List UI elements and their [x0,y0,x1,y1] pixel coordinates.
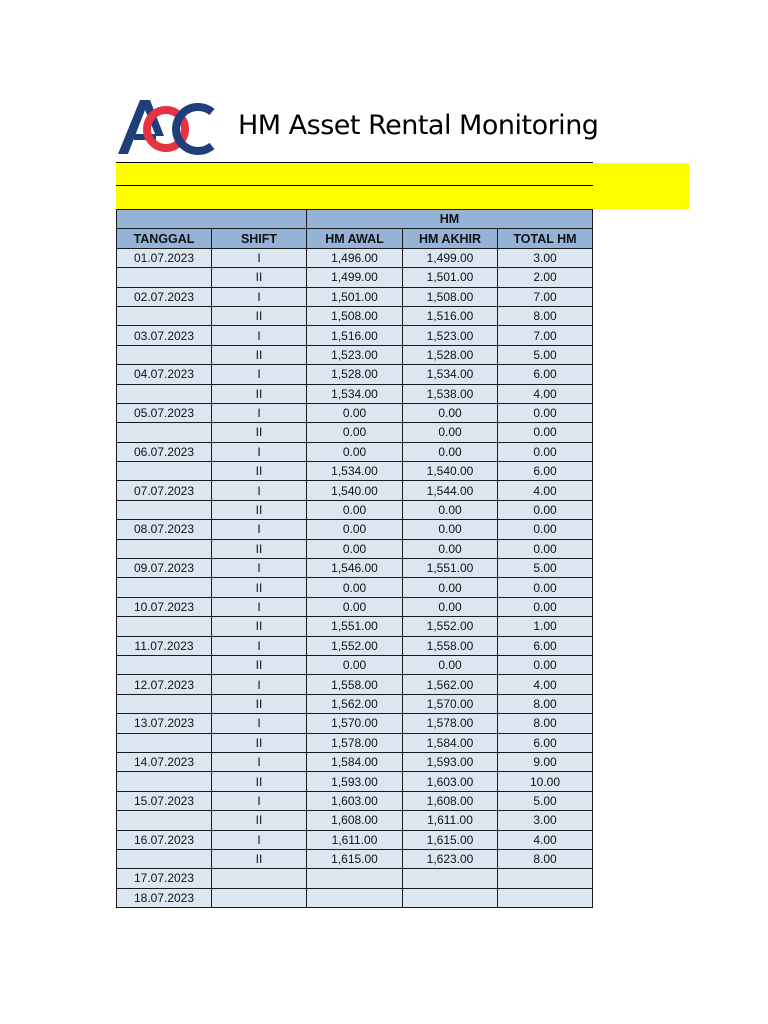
cell-hm-akhir: 1,578.00 [403,714,498,733]
table-row [117,423,593,442]
cell-hm-awal: 1,551.00 [307,617,403,636]
cell-hm-awal: 1,562.00 [307,694,403,713]
cell-hm-awal: 1,523.00 [307,345,403,364]
table-row [117,462,593,481]
cell-tanggal: 11.07.2023 [117,636,212,655]
cell-shift: II [212,539,307,558]
cell-hm-akhir: 1,552.00 [403,617,498,636]
cell-hm-awal: 1,552.00 [307,636,403,655]
table-row [117,694,593,713]
table-row [117,791,593,810]
cell-tanggal: 09.07.2023 [117,559,212,578]
cell-total-hm: 9.00 [498,752,593,771]
cell-shift: I [212,442,307,461]
cell-total-hm: 0.00 [498,578,593,597]
cell-shift [212,888,307,907]
cell-total-hm [498,869,593,888]
cell-shift: I [212,326,307,345]
cell-hm-awal: 1,593.00 [307,772,403,791]
page-title: HM Asset Rental Monitoring [238,110,599,141]
cell-shift: II [212,384,307,403]
cell-tanggal [117,655,212,674]
cell-total-hm: 4.00 [498,675,593,694]
cell-total-hm: 7.00 [498,287,593,306]
table-row [117,520,593,539]
table-row [117,869,593,888]
cell-total-hm: 4.00 [498,481,593,500]
cell-hm-akhir: 0.00 [403,578,498,597]
cell-total-hm: 4.00 [498,384,593,403]
cell-hm-akhir: 1,528.00 [403,345,498,364]
cell-shift: I [212,365,307,384]
cell-hm-akhir [403,869,498,888]
cell-hm-awal: 1,534.00 [307,384,403,403]
cell-tanggal: 16.07.2023 [117,830,212,849]
cell-total-hm: 0.00 [498,539,593,558]
cell-total-hm: 5.00 [498,791,593,810]
cell-total-hm: 10.00 [498,772,593,791]
cell-shift: I [212,714,307,733]
table-body [117,248,593,907]
cell-shift: I [212,559,307,578]
cell-hm-akhir: 0.00 [403,539,498,558]
cell-hm-awal: 0.00 [307,520,403,539]
cell-hm-awal: 1,546.00 [307,559,403,578]
cell-hm-awal: 0.00 [307,597,403,616]
group-header-hm: HM [307,210,593,229]
cell-tanggal [117,694,212,713]
cell-hm-akhir: 1,538.00 [403,384,498,403]
cell-tanggal: 06.07.2023 [117,442,212,461]
cell-hm-akhir: 0.00 [403,403,498,422]
cell-shift: II [212,811,307,830]
cell-hm-akhir: 0.00 [403,520,498,539]
cell-total-hm [498,888,593,907]
cell-hm-akhir: 1,593.00 [403,752,498,771]
cell-tanggal [117,500,212,519]
cell-hm-akhir: 1,523.00 [403,326,498,345]
cell-total-hm: 8.00 [498,714,593,733]
cell-shift: I [212,520,307,539]
table-row [117,752,593,771]
cell-total-hm: 0.00 [498,500,593,519]
cell-tanggal: 05.07.2023 [117,403,212,422]
cell-hm-awal: 0.00 [307,500,403,519]
table-row [117,655,593,674]
table-row [117,306,593,325]
cell-hm-awal: 0.00 [307,539,403,558]
cell-total-hm: 2.00 [498,268,593,287]
cell-shift: I [212,791,307,810]
cell-tanggal [117,811,212,830]
cell-total-hm: 5.00 [498,559,593,578]
cell-hm-akhir: 0.00 [403,655,498,674]
column-header-hm-awal: HM AWAL [307,229,403,248]
table-row [117,365,593,384]
table-row [117,384,593,403]
cell-tanggal: 04.07.2023 [117,365,212,384]
table-row [117,849,593,868]
cell-tanggal: 10.07.2023 [117,597,212,616]
cell-total-hm: 6.00 [498,636,593,655]
cell-tanggal [117,268,212,287]
table-row [117,714,593,733]
cell-shift: II [212,268,307,287]
cell-tanggal: 01.07.2023 [117,248,212,267]
cell-tanggal [117,462,212,481]
cell-shift: I [212,248,307,267]
aoc-logo [116,98,216,156]
cell-hm-akhir: 0.00 [403,423,498,442]
column-header-hm-akhir: HM AKHIR [403,229,498,248]
cell-hm-awal: 1,570.00 [307,714,403,733]
cell-hm-awal: 1,528.00 [307,365,403,384]
cell-hm-akhir [403,888,498,907]
cell-shift: I [212,830,307,849]
cell-tanggal: 12.07.2023 [117,675,212,694]
cell-shift: II [212,694,307,713]
cell-tanggal: 13.07.2023 [117,714,212,733]
cell-hm-awal: 0.00 [307,578,403,597]
cell-tanggal [117,578,212,597]
cell-hm-akhir: 1,534.00 [403,365,498,384]
cell-hm-akhir: 1,615.00 [403,830,498,849]
cell-hm-awal: 1,558.00 [307,675,403,694]
cell-tanggal [117,849,212,868]
cell-hm-awal: 1,540.00 [307,481,403,500]
table-row [117,888,593,907]
cell-tanggal: 18.07.2023 [117,888,212,907]
cell-total-hm: 3.00 [498,248,593,267]
table-row [117,578,593,597]
cell-hm-awal: 1,584.00 [307,752,403,771]
column-header-tanggal: TANGGAL [117,229,212,248]
cell-hm-awal: 1,534.00 [307,462,403,481]
cell-shift: I [212,287,307,306]
cell-hm-awal: 0.00 [307,403,403,422]
cell-shift: II [212,500,307,519]
cell-shift: II [212,306,307,325]
table-row [117,481,593,500]
table-row [117,345,593,364]
cell-total-hm: 6.00 [498,462,593,481]
group-header-row [117,210,593,229]
cell-shift: I [212,481,307,500]
cell-tanggal [117,345,212,364]
cell-total-hm: 8.00 [498,694,593,713]
cell-shift: II [212,578,307,597]
table-row [117,617,593,636]
cell-total-hm: 0.00 [498,520,593,539]
cell-shift: II [212,655,307,674]
cell-tanggal: 03.07.2023 [117,326,212,345]
hm-table [116,209,593,908]
cell-hm-akhir: 1,508.00 [403,287,498,306]
table-row [117,287,593,306]
table-row [117,733,593,752]
cell-hm-awal: 1,508.00 [307,306,403,325]
cell-hm-awal: 1,611.00 [307,830,403,849]
cell-total-hm: 8.00 [498,306,593,325]
cell-shift [212,869,307,888]
cell-hm-akhir: 0.00 [403,442,498,461]
cell-hm-akhir: 1,540.00 [403,462,498,481]
cell-tanggal [117,384,212,403]
cell-hm-akhir: 1,544.00 [403,481,498,500]
cell-hm-akhir: 1,499.00 [403,248,498,267]
table-row [117,559,593,578]
cell-hm-awal: 1,615.00 [307,849,403,868]
cell-shift: I [212,752,307,771]
cell-hm-akhir: 0.00 [403,597,498,616]
cell-total-hm: 5.00 [498,345,593,364]
table-row [117,326,593,345]
table-row [117,811,593,830]
table-row [117,675,593,694]
cell-hm-awal: 0.00 [307,655,403,674]
cell-hm-akhir: 1,611.00 [403,811,498,830]
cell-hm-akhir: 1,603.00 [403,772,498,791]
table-row [117,772,593,791]
column-header-total-hm: TOTAL HM [498,229,593,248]
cell-tanggal: 02.07.2023 [117,287,212,306]
cell-total-hm: 6.00 [498,365,593,384]
cell-total-hm: 0.00 [498,597,593,616]
cell-total-hm: 8.00 [498,849,593,868]
table-row [117,597,593,616]
cell-tanggal: 08.07.2023 [117,520,212,539]
cell-hm-awal: 1,501.00 [307,287,403,306]
table-row [117,268,593,287]
cell-tanggal: 15.07.2023 [117,791,212,810]
cell-hm-akhir: 1,501.00 [403,268,498,287]
table-row [117,403,593,422]
cell-shift: II [212,617,307,636]
cell-total-hm: 7.00 [498,326,593,345]
cell-shift: I [212,636,307,655]
cell-total-hm: 4.00 [498,830,593,849]
column-header-shift: SHIFT [212,229,307,248]
cell-tanggal: 17.07.2023 [117,869,212,888]
cell-total-hm: 6.00 [498,733,593,752]
table-row [117,500,593,519]
group-header-blank [117,210,307,229]
cell-shift: I [212,597,307,616]
cell-hm-awal: 1,603.00 [307,791,403,810]
cell-tanggal: 07.07.2023 [117,481,212,500]
column-header-row [117,229,593,248]
cell-hm-akhir: 1,584.00 [403,733,498,752]
cell-hm-akhir: 0.00 [403,500,498,519]
cell-hm-akhir: 1,608.00 [403,791,498,810]
cell-tanggal [117,539,212,558]
cell-total-hm: 0.00 [498,655,593,674]
cell-shift: I [212,675,307,694]
cell-hm-akhir: 1,623.00 [403,849,498,868]
cell-shift: II [212,345,307,364]
yellow-band-divider [116,185,593,186]
cell-hm-awal: 1,499.00 [307,268,403,287]
cell-hm-awal: 0.00 [307,423,403,442]
cell-shift: II [212,423,307,442]
cell-shift: II [212,849,307,868]
table-row [117,442,593,461]
cell-shift: II [212,733,307,752]
cell-hm-awal: 1,608.00 [307,811,403,830]
cell-total-hm: 0.00 [498,403,593,422]
cell-hm-awal [307,888,403,907]
cell-tanggal [117,617,212,636]
cell-total-hm: 1.00 [498,617,593,636]
cell-shift: II [212,772,307,791]
table-row [117,830,593,849]
cell-tanggal [117,306,212,325]
cell-shift: I [212,403,307,422]
cell-tanggal [117,423,212,442]
cell-hm-akhir: 1,570.00 [403,694,498,713]
cell-total-hm: 0.00 [498,423,593,442]
yellow-header-band [116,163,689,209]
cell-tanggal: 14.07.2023 [117,752,212,771]
cell-hm-awal: 1,496.00 [307,248,403,267]
table-row [117,539,593,558]
table-row [117,248,593,267]
cell-hm-awal: 1,578.00 [307,733,403,752]
cell-shift: II [212,462,307,481]
cell-hm-akhir: 1,562.00 [403,675,498,694]
cell-total-hm: 3.00 [498,811,593,830]
table-row [117,636,593,655]
cell-hm-awal: 0.00 [307,442,403,461]
cell-hm-akhir: 1,516.00 [403,306,498,325]
cell-total-hm: 0.00 [498,442,593,461]
cell-tanggal [117,772,212,791]
cell-hm-awal: 1,516.00 [307,326,403,345]
cell-hm-akhir: 1,558.00 [403,636,498,655]
cell-hm-awal [307,869,403,888]
cell-hm-akhir: 1,551.00 [403,559,498,578]
cell-tanggal [117,733,212,752]
